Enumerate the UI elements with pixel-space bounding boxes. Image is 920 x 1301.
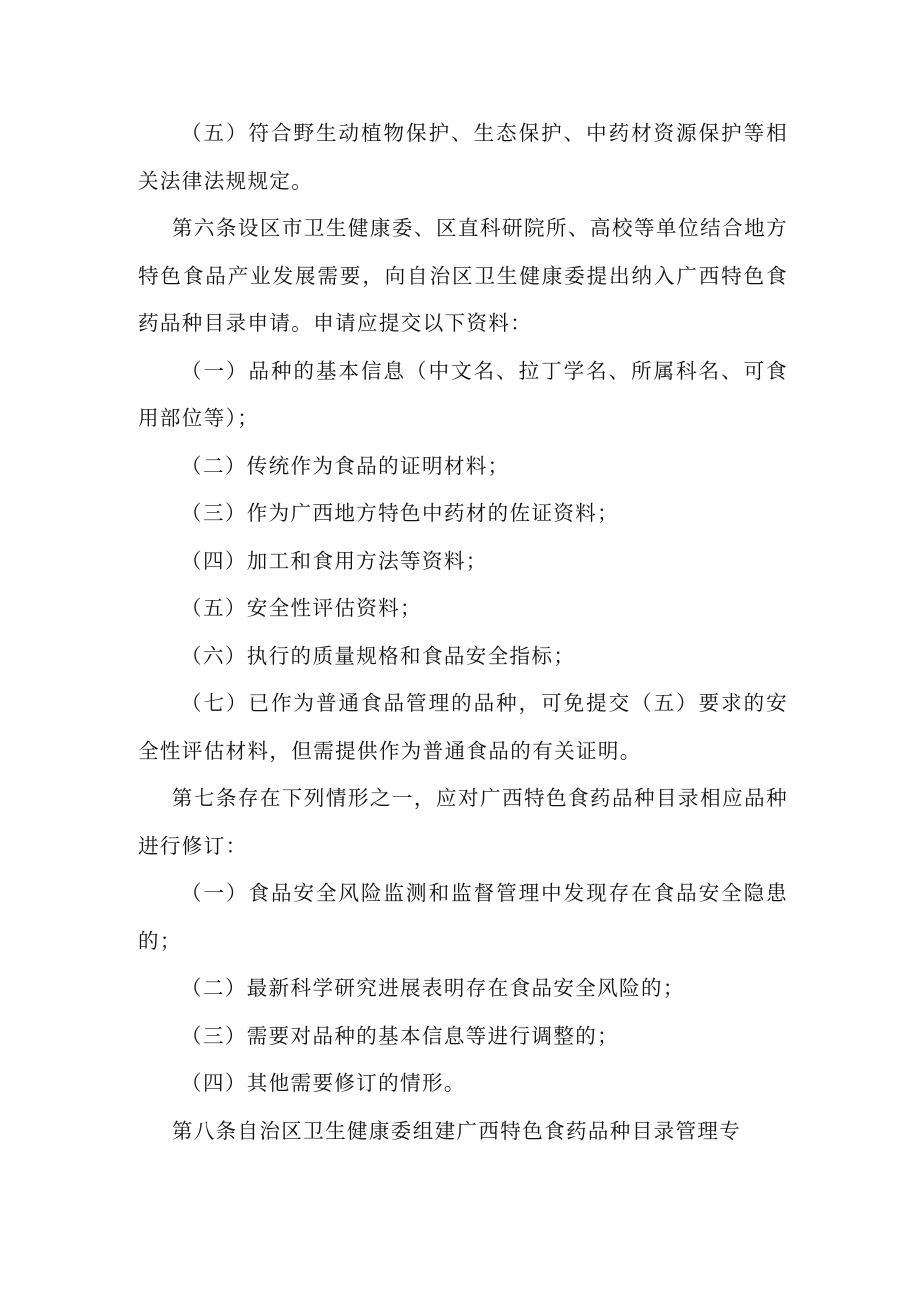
paragraph-article-6: 第六条设区市卫生健康委、区直科研院所、高校等单位结合地方特色食品产业发展需要，向自治区卫生健康委提出纳入广西特色食药品种目录申请。申请应提交以下资料： bbox=[138, 216, 788, 335]
paragraph-article-7: 第七条存在下列情形之一，应对广西特色食药品种目录相应品种进行修订： bbox=[138, 786, 788, 858]
paragraph-article-6-item-6: （六）执行的质量规格和食品安全指标； bbox=[181, 643, 576, 668]
paragraph-article-7-item-2: （二）最新科学研究进展表明存在食品安全风险的； bbox=[181, 976, 685, 1000]
paragraph-article-7-item-4: （四）其他需要修订的情形。 bbox=[181, 1071, 466, 1095]
paragraph-article-7-item-1: （一）食品安全风险监测和监督管理中发现存在食品安全隐患的； bbox=[138, 881, 788, 953]
paragraph-article-8: 第八条自治区卫生健康委组建广西特色食药品种目录管理专 bbox=[171, 1118, 742, 1143]
paragraph-article-7-item-3: （三）需要对品种的基本信息等进行调整的； bbox=[181, 1023, 620, 1048]
document-body bbox=[138, 110, 788, 1155]
paragraph-item-5-conformity: （五）符合野生动植物保护、生态保护、中药材资源保护等相关法律法规规定。 bbox=[138, 121, 788, 193]
paragraph-article-6-item-1: （一）品种的基本信息（中文名、拉丁学名、所属科名、可食用部位等）； bbox=[138, 358, 788, 430]
paragraph-article-6-item-5: （五）安全性评估资料； bbox=[181, 596, 422, 620]
paragraph-article-6-item-4: （四）加工和食用方法等资料； bbox=[181, 548, 488, 573]
paragraph-article-6-item-3: （三）作为广西地方特色中药材的佐证资料； bbox=[181, 501, 620, 525]
paragraph-article-6-item-7: （七）已作为普通食品管理的品种，可免提交（五）要求的安全性评估材料，但需提供作为普通食品的有关证明。 bbox=[138, 691, 788, 763]
paragraph-article-6-item-2: （二）传统作为食品的证明材料； bbox=[181, 453, 510, 478]
